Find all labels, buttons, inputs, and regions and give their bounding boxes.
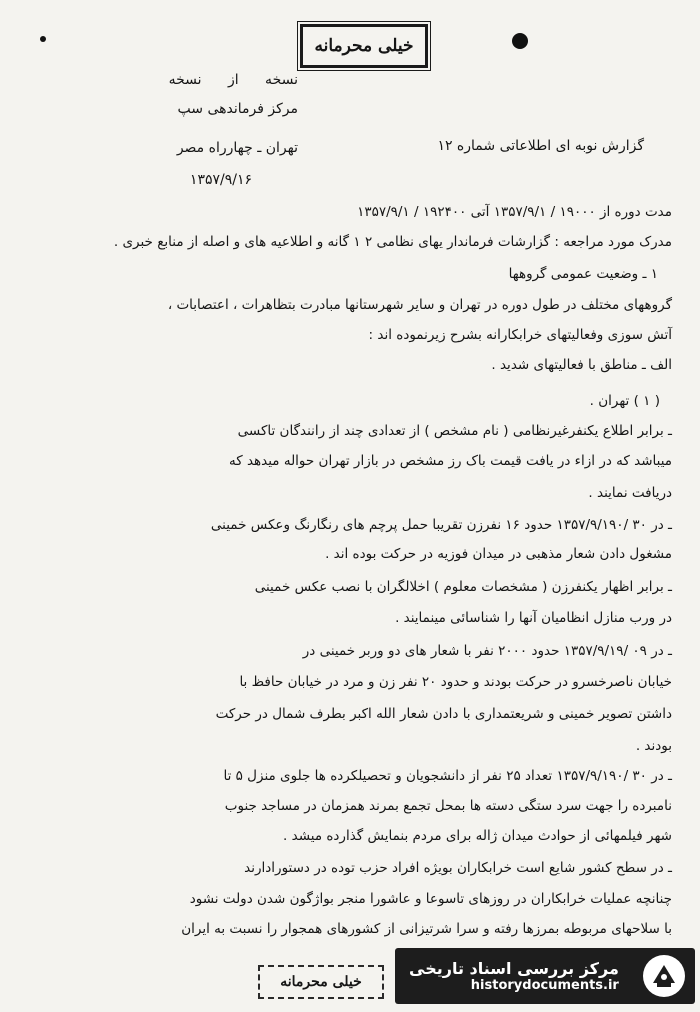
hole-punch-left [40,36,46,42]
body-line: با سلاحهای مربوطه بمرزها رفته و سرا شرتیزانی از کشورهای همجوار را نسبت به ایران [181,921,672,937]
body-line: گروههای مختلف در طول دوره در تهران و سایر شهرستانها مبادرت بتظاهرات ، اعتصابات ، [167,297,672,313]
body-line: مشغول دادن شعار مذهبی در میدان فوزیه در حرکت بوده اند . [325,546,672,562]
classification-stamp-top: خیلی محرمانه [300,24,428,68]
archive-emblem-icon [641,953,687,999]
body-line: آتش سوزی وفعالیتهای خرابکارانه بشرح زیرنموده اند : [368,327,672,343]
body-line: نامبرده را جهت سرد ستگی دسته ها بمحل تجمع بمرند همزمان در مساجد جنوب [224,798,672,814]
body-line: شهر فیلمهائی از حوادث میدان ژاله برای مردم بنمایش گذارده میشد . [283,828,672,844]
hole-punch-right [512,33,528,49]
reference-documents: مدرک مورد مراجعه : گزارشات فرماندار یهای نظامی ۲ ۱ گانه و اطلاعیه های و اصله از منابع خبری . [113,234,672,250]
body-line: ـ در سطح کشور شایع است خرابکاران بویژه افراد حزب توده در دستورادارند [244,860,672,876]
body-line: ـ در ۰۹ /۱۳۵۷/۹/۱۹ حدود ۲۰۰۰ نفر با شعار های دو وربر خمینی در [302,643,672,659]
body-line: الف ـ مناطق با فعالیتهای شدید . [491,357,672,373]
body-line: ۱ ـ وضعیت عمومی گروهها [508,266,658,282]
body-line: بودند . [635,738,672,754]
body-line: داشتن تصویر خمینی و شریعتمداری با دادن شعار الله اکبر بطرف شمال در حرکت [215,706,672,722]
command-center: مرکز فرماندهی سپ [177,101,298,117]
report-location: تهران ـ چهارراه مصر [176,140,298,156]
report-date: ۱۳۵۷/۹/۱۶ [189,172,252,188]
body-line: در ورب منازل انظامیان آنها را شناسائی مینمایند . [395,610,672,626]
body-line: ـ در ۳۰ /۱۳۵۷/۹/۱۹۰ تعداد ۲۵ نفر از دانشجویان و تحصیلکرده ها جلوی منزل ۵ تا [223,768,672,784]
body-line: ـ برابر اظهار یکنفرزن ( مشخصات معلوم ) اخلالگران با نصب عکس خمینی [254,579,672,595]
body-line: میباشد که در ازاء در یافت قیمت باک رز مشخص در بازار تهران حواله میدهد که [228,453,672,469]
body-line: ( ۱ ) تهران . [589,393,660,409]
report-title: گزارش نوبه ای اطلاعاتی شماره ۱۲ [437,138,644,154]
body-line: ـ برابر اطلاع یکنفرغیرنظامی ( نام مشخص ) از تعدادی چند از رانندگان تاکسی [237,423,672,439]
watermark-url: historydocuments.ir [470,978,619,993]
report-period: مدت دوره از ۱۹۰۰۰ / ۱۳۵۷/۹/۱ آتی ۱۹۲۴۰۰ / ۱۳۵۷/۹/۱ [357,204,672,220]
watermark-name: مرکز بررسی اسناد تاریخی [409,959,619,978]
body-line: خیابان ناصرخسرو در حرکت بودند و حدود ۲۰ نفر زن و مرد در خیابان حافظ با [239,674,672,690]
body-line: ـ در ۳۰ /۱۳۵۷/۹/۱۹۰ حدود ۱۶ نفرزن تقریبا حمل پرچم های رنگارنگ وعکس خمینی [210,517,672,533]
watermark-logo [395,948,695,1004]
classification-stamp-bottom: خیلی محرمانه [258,965,384,999]
copy-line: نسخه از نسخه [168,72,298,88]
body-line: دریافت نمایند . [588,485,672,501]
body-line: چنانچه عملیات خرابکاران در روزهای تاسوعا و عاشورا منجر بواژگون شدن دولت نشود [189,891,672,907]
